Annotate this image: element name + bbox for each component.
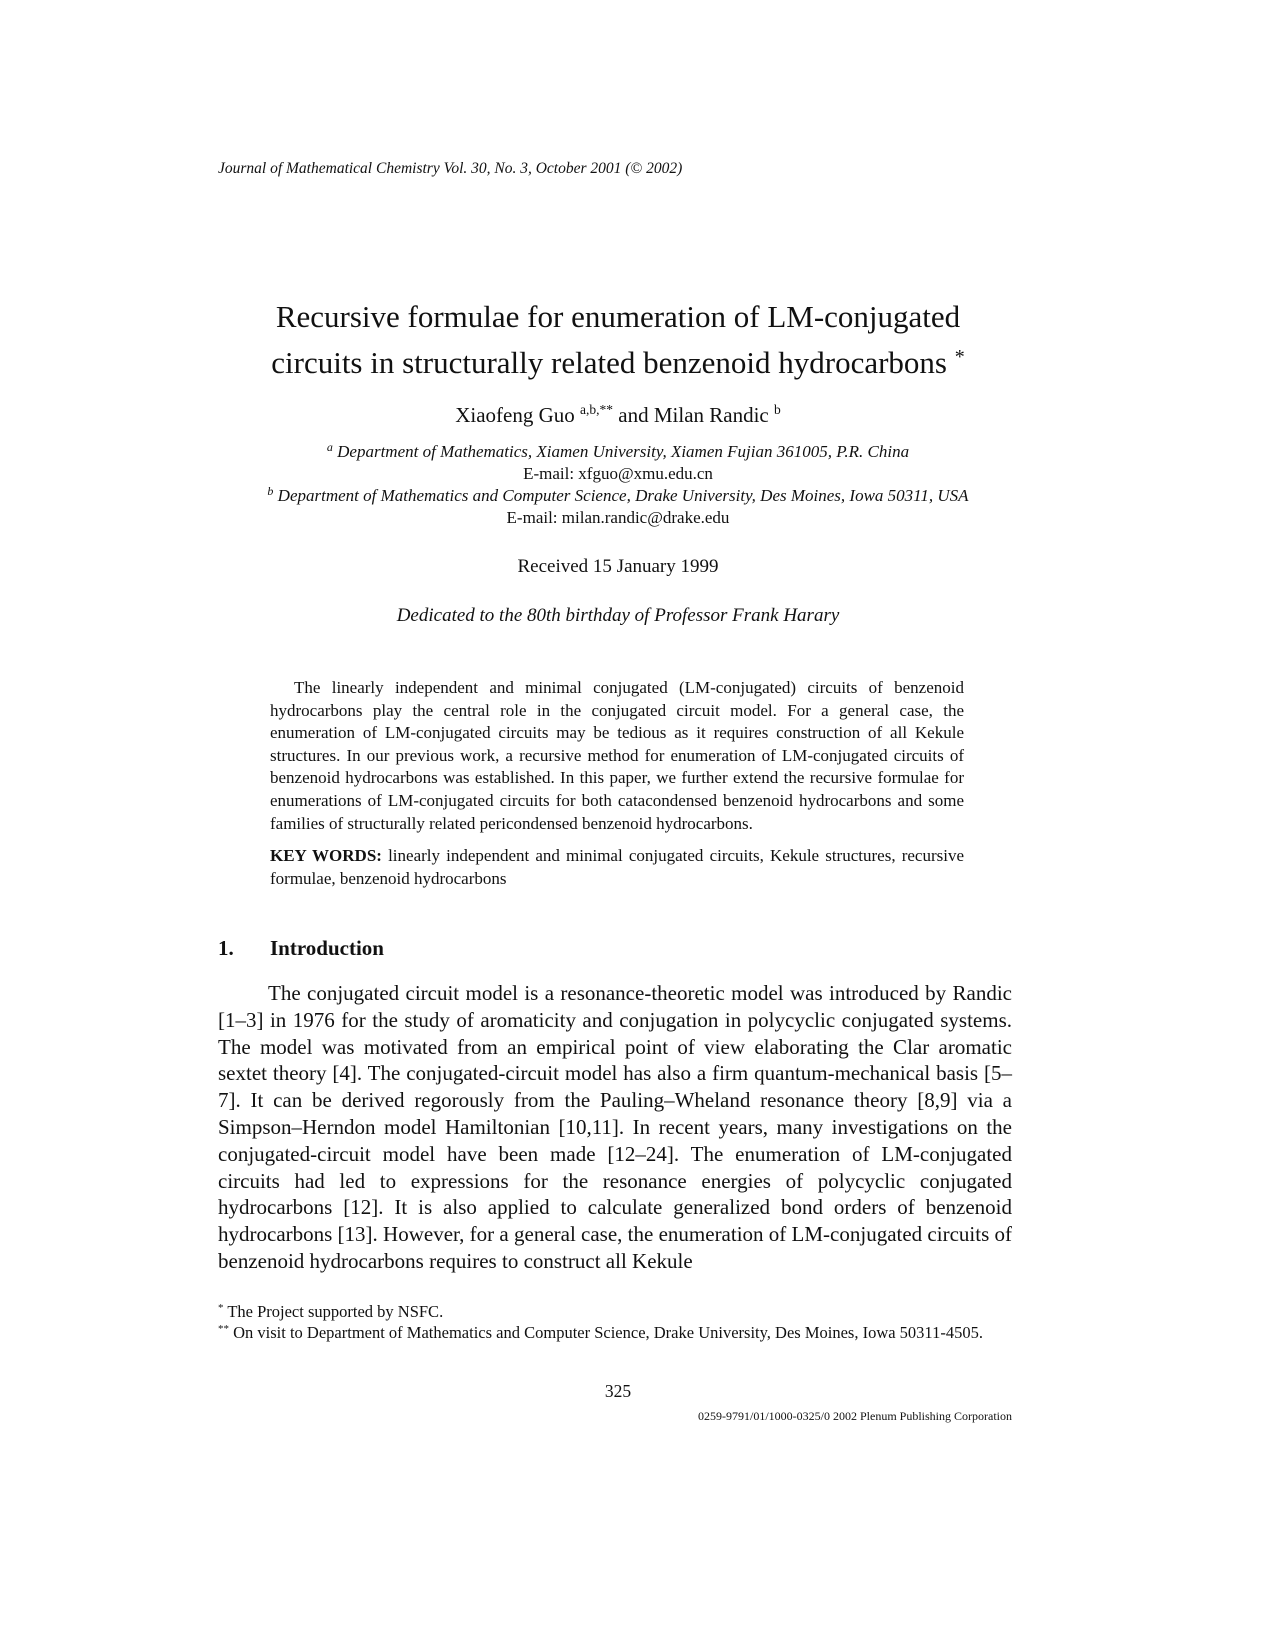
email-b: E-mail: milan.randic@drake.edu bbox=[506, 508, 730, 527]
affiliation-b: $^b$ Department of Mathematics and Computer Science, Drake University, Des Moines, Iowa 50311, USA E-mail: milan.randic@drake.edu bbox=[0, 480, 1236, 529]
author-conj: and bbox=[618, 403, 649, 427]
keywords-text: linearly independent and minimal conjugated circuits, Kekule structures, recursive formulae, benzenoid hydrocarbons bbox=[270, 846, 964, 888]
copyright-line: 0259-9791/01/1000-0325/0 2002 Plenum Publishing Corporation bbox=[698, 1409, 1012, 1423]
author-1-affil: a,b,** bbox=[580, 402, 614, 417]
author-2: Milan Randic bbox=[653, 403, 769, 427]
body-paragraph: The conjugated circuit model is a resonance-theoretic model was introduced by Randic [1–3] in 1976 for the study of aromaticity and conjugation in polycyclic conjugated systems. The model was motivated from an empirical point of view elaborating the Clar aromatic sextet theory [4]. The conjugated-circuit model has also a firm quantum-mechanical basis [5–7]. It can be derived regorously from the Pauling–Wheland resonance theory [8,9] via a Simpson–Herndon model Hamiltonian [10,11]. In recent years, many investigations on the conjugated-circuit model have been made [12–24]. The enumeration of LM-conjugated circuits had led to expressions for the resonance energies of polycyclic conjugated hydrocarbons [12]. It is also applied to calculate generalized bond orders of benzenoid hydrocarbons [13]. However, for a general case, the enumeration of LM-conjugated circuits of benzenoid hydrocarbons requires to construct all Kekule bbox=[218, 981, 1012, 1273]
title-line-1: Recursive formulae for enumeration of LM-conjugated bbox=[275, 299, 961, 334]
page-number: 325 bbox=[604, 1381, 632, 1401]
email-a: E-mail: xfguo@xmu.edu.cn bbox=[523, 464, 713, 483]
received-date: Received 15 January 1999 bbox=[517, 556, 719, 577]
footnote-1: * The Project supported by NSFC. bbox=[218, 1302, 444, 1321]
dedication: Dedicated to the 80th birthday of Professor Frank Harary bbox=[396, 605, 840, 626]
section-number: 1. bbox=[218, 936, 234, 960]
affiliation-a: $^a$ Department of Mathematics, Xiamen University, Xiamen Fujian 361005, P.R. China E-mail: xfguo@xmu.edu.cn bbox=[0, 436, 1236, 485]
title-footnote-mark: * bbox=[954, 346, 965, 368]
journal-header: Journal of Mathematical Chemistry Vol. 30, No. 3, October 2001 (© 2002) bbox=[218, 160, 683, 177]
section-heading bbox=[218, 936, 384, 961]
section-title: Introduction bbox=[270, 936, 384, 960]
title-line-2: circuits in structurally related benzenoid hydrocarbons * bbox=[271, 345, 965, 380]
keywords-label: KEY WORDS: bbox=[270, 846, 382, 865]
keywords bbox=[270, 845, 964, 890]
author-2-affil: b bbox=[774, 402, 781, 417]
footnote-2: ** On visit to Department of Mathematics and Computer Science, Drake University, Des Moines, Iowa 50311-4505. bbox=[218, 1323, 983, 1342]
paper-title bbox=[0, 296, 1236, 383]
abstract: The linearly independent and minimal conjugated (LM-conjugated) circuits of benzenoid hydrocarbons play the central role in the conjugated circuit model. For a general case, the enumeration of LM-conjugated circuits may be tedious as it requires construction of all Kekule structures. In our previous work, a recursive method for enumeration of LM-conjugated circuits of benzenoid hydrocarbons was established. In this paper, we further extend the recursive formulae for enumerations of LM-conjugated circuits for both catacondensed benzenoid hydrocarbons and some families of structurally related pericondensed benzenoid hydrocarbons. bbox=[270, 678, 964, 833]
authors bbox=[0, 402, 1236, 428]
author-1: Xiaofeng Guo bbox=[455, 403, 575, 427]
